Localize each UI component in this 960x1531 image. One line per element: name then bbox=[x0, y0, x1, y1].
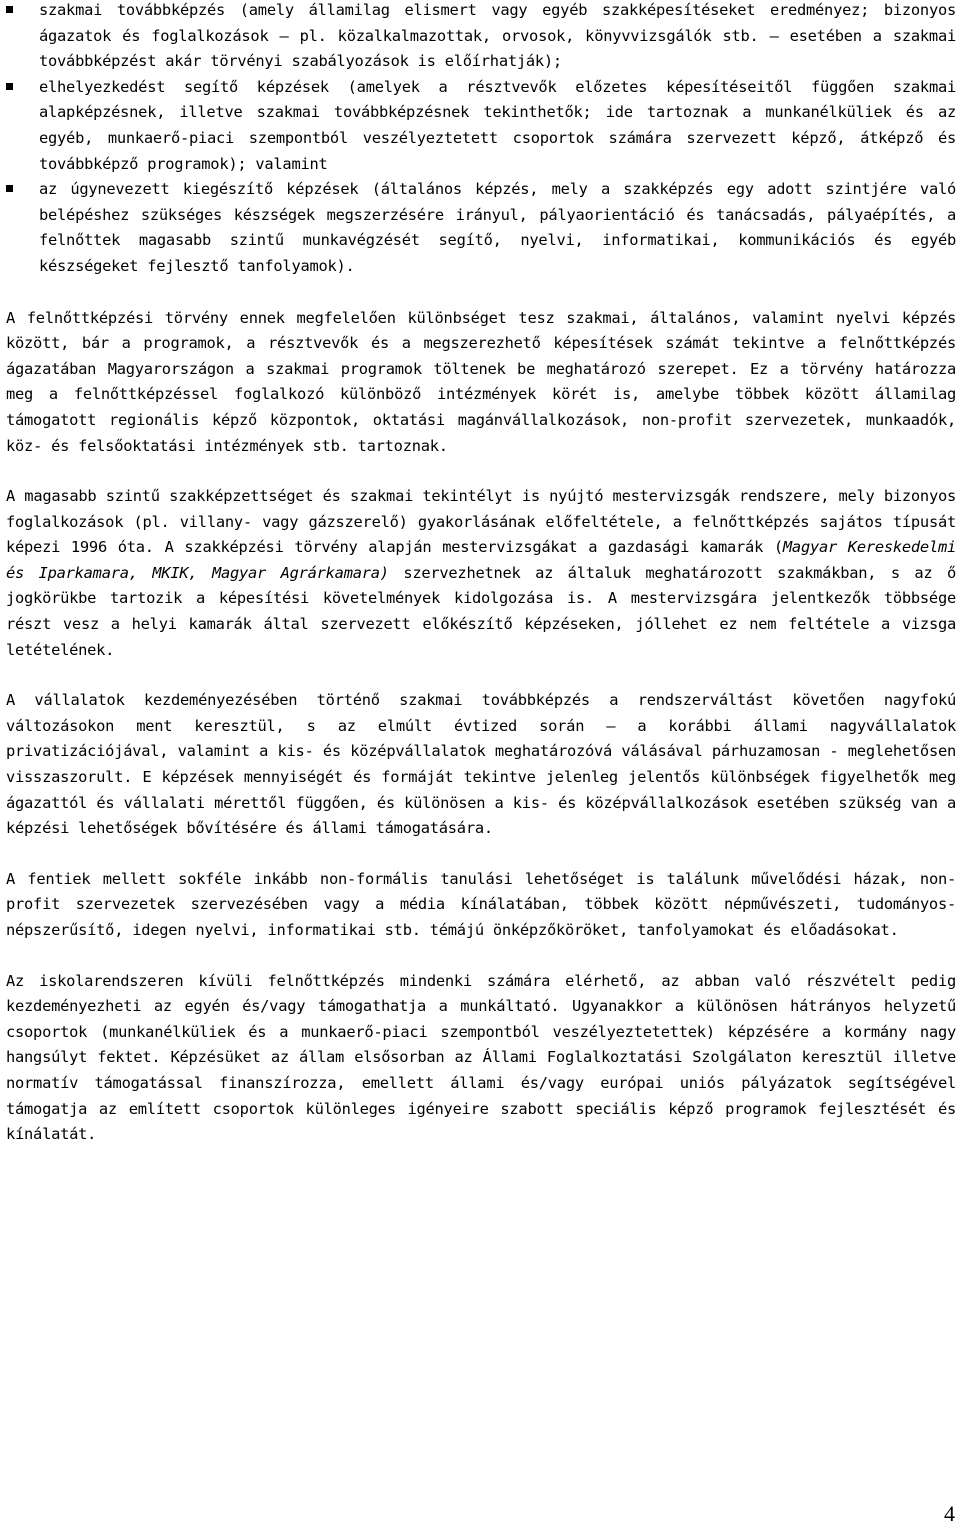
paragraph bbox=[6, 484, 956, 663]
square-bullet-icon bbox=[6, 6, 13, 13]
square-bullet-icon bbox=[6, 185, 13, 192]
list-item bbox=[6, 75, 956, 177]
list-item bbox=[6, 177, 956, 279]
paragraph: Az iskolarendszeren kívüli felnőttképzés mindenki számára elérhető, az abban való részvételt pedig kezdeményezheti az egyén és/vagy támogathatja a munkáltató. Ugyanakkor a különösen hátrányos helyzetű csoportok (munkanélküliek és a munkaerő-piaci szempontból veszélyeztetettek) képzésére a kormány nagy hangsúlyt fektet. Képzésüket az állam elsősorban az Állami Foglalkoztatási Szolgálaton keresztül illetve normatív támogatással finanszírozza, emellett állami és/vagy európai uniós pályázatok segítségével támogatja az említett csoportok különleges igényeire szabott speciális képző programok fejlesztését és kínálatát. bbox=[6, 971, 956, 1144]
paragraph-italic-text: Magyar Kereskedelmi és Iparkamara, MKIK, Magyar Agrárkamara) bbox=[6, 538, 956, 582]
paragraph-text: A magasabb szintű szakképzettséget és szakmai tekintélyt is nyújtó mestervizsgák rendszere, mely bizonyos foglalkozások (pl. villany- vagy gázszerelő) gyakorlásának előfeltétele, a felnőttképzés sajátos típusát képezi 1996 óta. A szakképzési törvény alapján mestervizsgákat a gazdasági kamarák ( bbox=[6, 487, 956, 557]
list-item-text: az úgynevezett kiegészítő képzések (általános képzés, mely a szakképzés egy adott szintjére való belépéshez szükséges készségek megszerzésére irányul, pályaorientáció és tanácsadás, pályaépítés, a felnőttek magasabb szintű munkavégzését segítő, nyelvi, informatikai, kommunikációs és egyéb készségeket fejlesztő tanfolyamok). bbox=[39, 180, 956, 275]
list-item bbox=[6, 0, 956, 75]
paragraph: A vállalatok kezdeményezésében történő szakmai továbbképzés a rendszerváltást követően nagyfokú változásokon ment keresztül, s az elmúlt évtized során – a korábbi állami nagyvállalatok privatizációjával, valamint a kis- és középvállalatok meghatározóvá válásával párhuzamosan - meglehetősen visszaszorult. E képzések mennyiségét és formáját tekintve jelenleg jelentős különbségek figyelhetők meg ágazattól és vállalati mérettől függően, és különösen a kis- és középvállalkozások esetében szükség van a képzési lehetőségek bővítésére és állami támogatására. bbox=[6, 691, 956, 838]
list-item-text: szakmai továbbképzés (amely államilag elismert vagy egyéb szakképesítéseket eredményez; bizonyos ágazatok és foglalkozások – pl. közalkalmazottak, orvosok, könyvvizsgálók stb. – esetében a szakmai továbbképzést akár törvényi szabályozások is előírhatják); bbox=[39, 1, 956, 71]
paragraph: A felnőttképzési törvény ennek megfelelően különbséget tesz szakmai, általános, valamint nyelvi képzés között, bár a programok, a résztvevők és a megszerezhető képesítések számát tekintve a felnőttképzés ágazatában Magyarországon a szakmai programok töltenek be meghatározó szerepet. Ez a törvény határozza meg a felnőttképzéssel foglalkozó különböző intézmények körét is, amelybe többek között államilag támogatott regionális képző központok, oktatási magánvállalkozások, non-profit szervezetek, munkaadók, köz- és felsőoktatási intézmények stb. tartoznak. bbox=[6, 308, 956, 455]
training-types-list bbox=[6, 0, 956, 280]
square-bullet-icon bbox=[6, 83, 13, 90]
paragraph: A fentiek mellett sokféle inkább non-formális tanulási lehetőséget is találunk művelődési házak, non-profit szervezetek szervezésében vagy a média kínálatában, többek között népművészeti, tudományos-népszerűsítő, idegen nyelvi, informatikai stb. témájú önképzőköröket, tanfolyamokat és előadásokat. bbox=[6, 869, 956, 939]
page-content bbox=[6, 0, 956, 1148]
list-item-text: elhelyezkedést segítő képzések (amelyek a résztvevők előzetes képesítéseitől függően szakmai alapképzésnek, illetve szakmai továbbképzésnek tekinthetők; ide tartoznak a munkanélküliek és az egyéb, munkaerő-piaci szempontból veszélyeztetett csoportok számára szervezett képző, átképző és továbbképző programok); valamint bbox=[39, 77, 956, 173]
paragraph-text: szervezhetnek az általuk meghatározott szakmákban, s az ő jogkörükbe tartozik a képesítési követelmények kidolgozása is. A mestervizsgára jelentkezők többsége részt vesz a helyi kamarák által szervezett előkészítő képzéseken, jóllehet ez nem feltétele a vizsga letételének. bbox=[6, 563, 956, 659]
page-number: 4 bbox=[944, 1501, 955, 1526]
